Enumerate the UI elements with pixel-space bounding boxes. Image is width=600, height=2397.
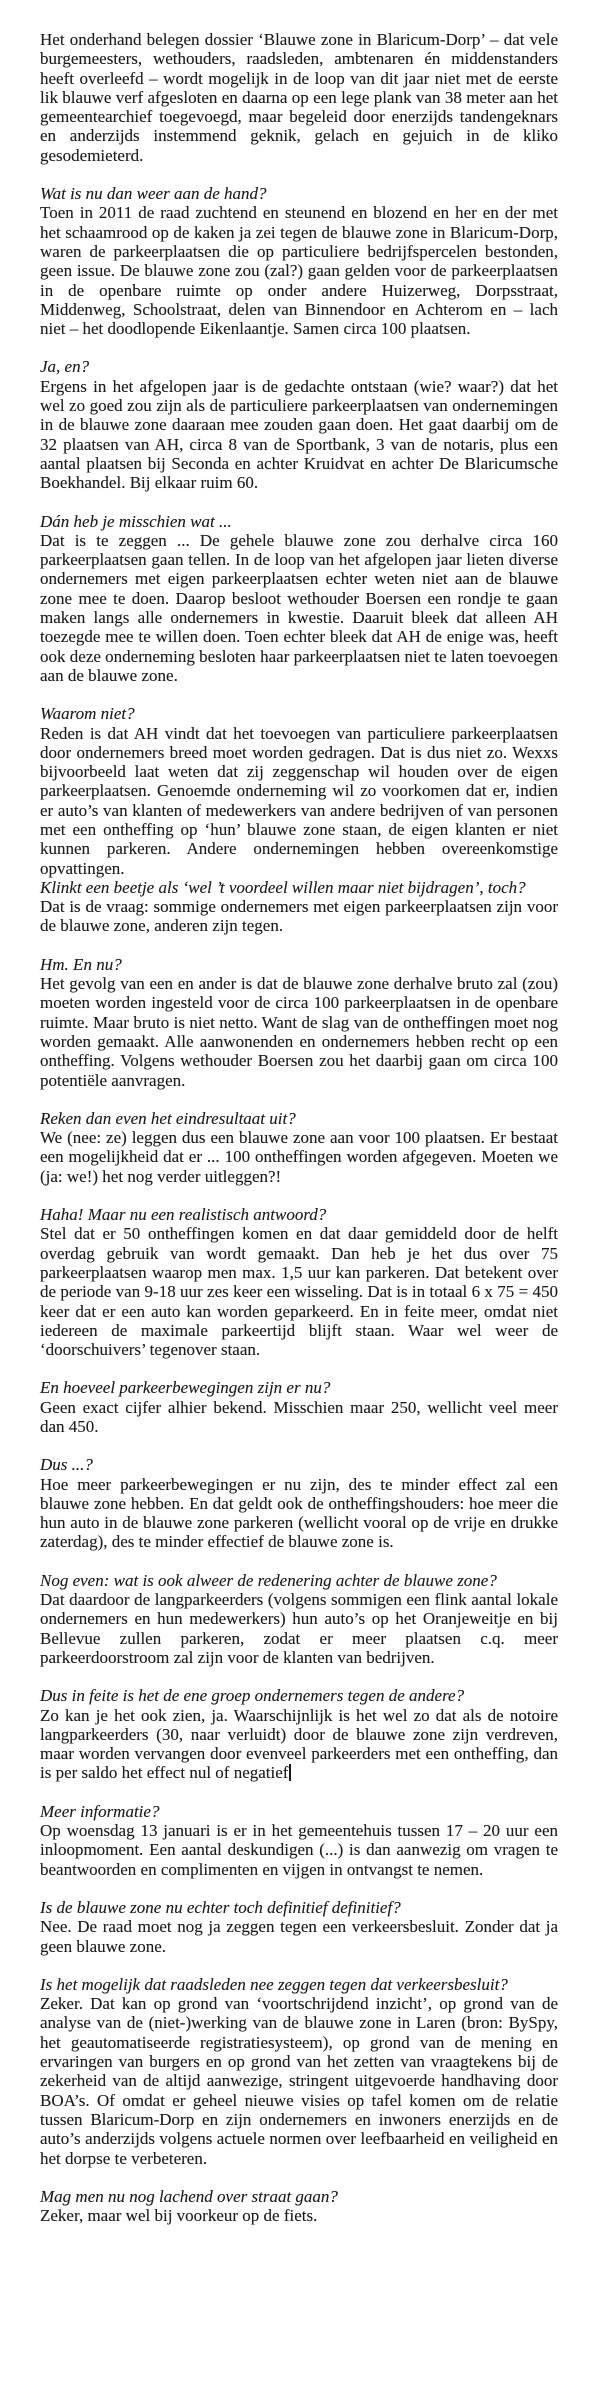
answer-text: Ergens in het afgelopen jaar is de gedachte ontstaan (wie? waar?) dat het wel zo goed zou zijn als de particuliere parkeerplaatsen van ondernemingen in de blauwe zone daaraan mee zouden gaan doen. Het gaat daarbij om de 32 plaatsen van AH, circa 8 van de Sportbank, 3 van de notaris, plus een aantal plaatsen bij Seconda en achter Kruidvat en achter De Blaricumsche Boekhandel. Bij elkaar ruim 60. xyxy=(40,376,558,493)
answer-text: Stel dat er 50 ontheffingen komen en dat daar gemiddeld door de helft overdag gebruik van wordt gemaakt. Dan heb je het dus over 75 parkeerplaatsen waarop men max. 1,5 uur kan parkeren. Dat betekent over de periode van 9-18 uur zes keer een wisseling. Dat is in totaal 6 x 75 = 450 keer dat er een auto kan worden geparkeerd. En in feite meer, omdat niet iedereen de maximale parkeertijd blijft staan. Waar wel weer de ‘doorschuivers’ tegenover staan. xyxy=(40,1224,558,1360)
answer-text: Dat is de vraag: sommige ondernemers met eigen parkeerplaatsen zijn voor de blauwe zone, anderen zijn tegen. xyxy=(40,897,558,936)
intro-paragraph: Het onderhand belegen dossier ‘Blauwe zone in Blaricum-Dorp’ – dat vele burgemeesters, wethouders, raadsleden, ambtenaren én middenstanders heeft overleefd – wordt mogelijk in de loop van dit jaar niet met de eerste lik blauwe verf afgesloten en daarna op een lege plank van 38 meter aan het gemeentearchief toegevoegd, maar begeleid door enerzijds tandengeknars en anderzijds instemmend geknik, gelach en gejuich in de kliko gesodemieterd. xyxy=(40,30,558,165)
answer-text: Zeker, maar wel bij voorkeur op de fiets. xyxy=(40,2206,318,2226)
answer-text xyxy=(40,1706,558,1783)
answer-text: Reden is dat AH vindt dat het toevoegen van particuliere parkeerplaatsen door ondernemers breed moet worden gedragen. Dat is dus niet zo. Wexxs bijvoorbeeld laat weten dat zij zeggenschap wil houden over de eigen parkeerplaatsen. Genoemde onderneming wil zo voorkomen dat er, indien er auto’s van klanten of medewerkers van andere bedrijven of van personen met een ontheffing op ‘hun’ blauwe zone staan, de eigen klanten er niet kunnen parkeren. Andere ondernemingen hebben overeenkomstige opvattingen. xyxy=(40,723,558,878)
question-text: En hoeveel parkeerbewegingen zijn er nu? xyxy=(40,1378,331,1398)
question-text: Haha! Maar nu een realistisch antwoord? xyxy=(40,1205,327,1225)
question-text: Meer informatie? xyxy=(40,1801,160,1821)
answer-text: Geen exact cijfer alhier bekend. Misschien maar 250, wellicht veel meer dan 450. xyxy=(40,1397,558,1436)
question-text: Hm. En nu? xyxy=(40,954,122,974)
question-text: Is het mogelijk dat raadsleden nee zeggen tegen dat verkeersbesluit? xyxy=(40,1974,508,1994)
answer-text: Het gevolg van een en ander is dat de blauwe zone derhalve bruto zal (zou) moeten worden ingesteld voor de circa 100 parkeerplaatsen in de openbare ruimte. Maar bruto is niet netto. Want de slag van de ontheffingen moet nog worden gemaakt. Alle aanwonenden en ondernemers hebben recht op een ontheffing. Volgens wethouder Boersen zou het daarbij gaan om circa 100 potentiële aanvragen. xyxy=(40,974,558,1090)
answer-text: Nee. De raad moet nog ja zeggen tegen een verkeersbesluit. Zonder dat ja geen blauwe zone. xyxy=(40,1917,558,1956)
answer-text: Toen in 2011 de raad zuchtend en steunend en blozend en her en der met het schaamrood op de kaken ja zei tegen de blauwe zone in Blaricum-Dorp, waren de parkeerplaatsen die op particuliere bedrijfspercelen bestonden, geen issue. De blauwe zone zou (zal?) gaan gelden voor de parkeerplaatsen in de openbare ruimte op onder andere Huizerweg, Dorpsstraat, Middenweg, Schoolstraat, delen van Binnendoor en Achterom en – lach niet – het doodlopende Eikenlaantje. Samen circa 100 plaatsen. xyxy=(40,203,558,339)
answer-text-span: Zo kan je het ook zien, ja. Waarschijnlijk is het wel zo dat als de notoire langparkeerders (30, naar verluidt) door de blauwe zone zijn verdreven, maar worden vervangen door evenveel parkeerders met een ontheffing, dan is per saldo het effect nul of negatief xyxy=(40,1705,558,1783)
question-text: Dán heb je misschien wat ... xyxy=(40,511,232,531)
answer-text: We (nee: ze) leggen dus een blauwe zone aan voor 100 plaatsen. Er bestaat een mogelijkheid dat er ... 100 ontheffingen worden afgegeven. Moeten we (ja: we!) het nog verder uitleggen?! xyxy=(40,1128,558,1186)
question-text: Wat is nu dan weer aan de hand? xyxy=(40,184,267,204)
question-text: Mag men nu nog lachend over straat gaan? xyxy=(40,2186,338,2206)
answer-text: Hoe meer parkeerbewegingen er nu zijn, des te minder effect zal een blauwe zone hebben. En dat geldt ook de ontheffingshouders: hoe meer die hun auto in de blauwe zone parkeren (wellicht vooral op de vrije en drukke zaterdag), des te minder effectief de blauwe zone is. xyxy=(40,1474,558,1552)
question-text: Dus ...? xyxy=(40,1455,93,1475)
question-text: Nog even: wat is ook alweer de redenering achter de blauwe zone? xyxy=(40,1570,497,1590)
answer-text: Dat daardoor de langparkeerders (volgens sommigen een flink aantal lokale ondernemers en hun medewerkers) hun auto’s op het Oranjeweitje en bij Bellevue zullen parkeren, zodat er meer plaatsen c.q. meer parkeerdoorstroom zal zijn voor de klanten van bedrijven. xyxy=(40,1590,558,1667)
question-text: Klinkt een beetje als ‘wel ’t voordeel willen maar niet bijdragen’, toch? xyxy=(40,877,526,897)
question-text: Reken dan even het eindresultaat uit? xyxy=(40,1108,296,1128)
question-text: Is de blauwe zone nu echter toch definitief definitief? xyxy=(40,1897,401,1917)
answer-text: Zeker. Dat kan op grond van ‘voortschrijdend inzicht’, op grond van de analyse van de (niet-)werking van de blauwe zone in Laren (bron: BySpy, het geautomatiseerde registratiesysteem), op grond van de mening en ervaringen van burgers en op grond van het zetten van vraagtekens bij de zekerheid van de altijd aanwezige, stringent uitgevoerde handhaving door BOA’s. Of omdat er geheel nieuwe visies op tafel komen om de relatie tussen Blaricum-Dorp en zijn ondernemers en inwoners enerzijds en de auto’s anderzijds volgens actuele normen over leefbaarheid en veiligheid en het dorpse te verbeteren. xyxy=(40,1994,558,2168)
question-text: Ja, en? xyxy=(40,357,90,377)
answer-text: Dat is te zeggen ... De gehele blauwe zone zou derhalve circa 160 parkeerplaatsen gaan tellen. In de loop van het afgelopen jaar lieten diverse ondernemers met eigen parkeerplaatsen echter weten niet aan de blauwe zone mee te doen. Daarop besloot wethouder Boersen een rondje te gaan maken langs alle ondernemers in kwestie. Daaruit bleek dat alleen AH toezegde mee te willen doen. Toen echter bleek dat AH de enige was, heeft ook deze onderneming besloten haar parkeerplaatsen niet te laten toevoegen aan de blauwe zone. xyxy=(40,530,558,685)
question-text: Waarom niet? xyxy=(40,704,135,724)
text-cursor xyxy=(289,1764,291,1781)
question-text: Dus in feite is het de ene groep ondernemers tegen de andere? xyxy=(40,1686,465,1706)
answer-text: Op woensdag 13 januari is er in het gemeentehuis tussen 17 – 20 uur een inloopmoment. Een aantal deskundigen (...) is dan aanwezig om vragen te beantwoorden en complimenten en vijgen in ontvangst te nemen. xyxy=(40,1821,558,1879)
